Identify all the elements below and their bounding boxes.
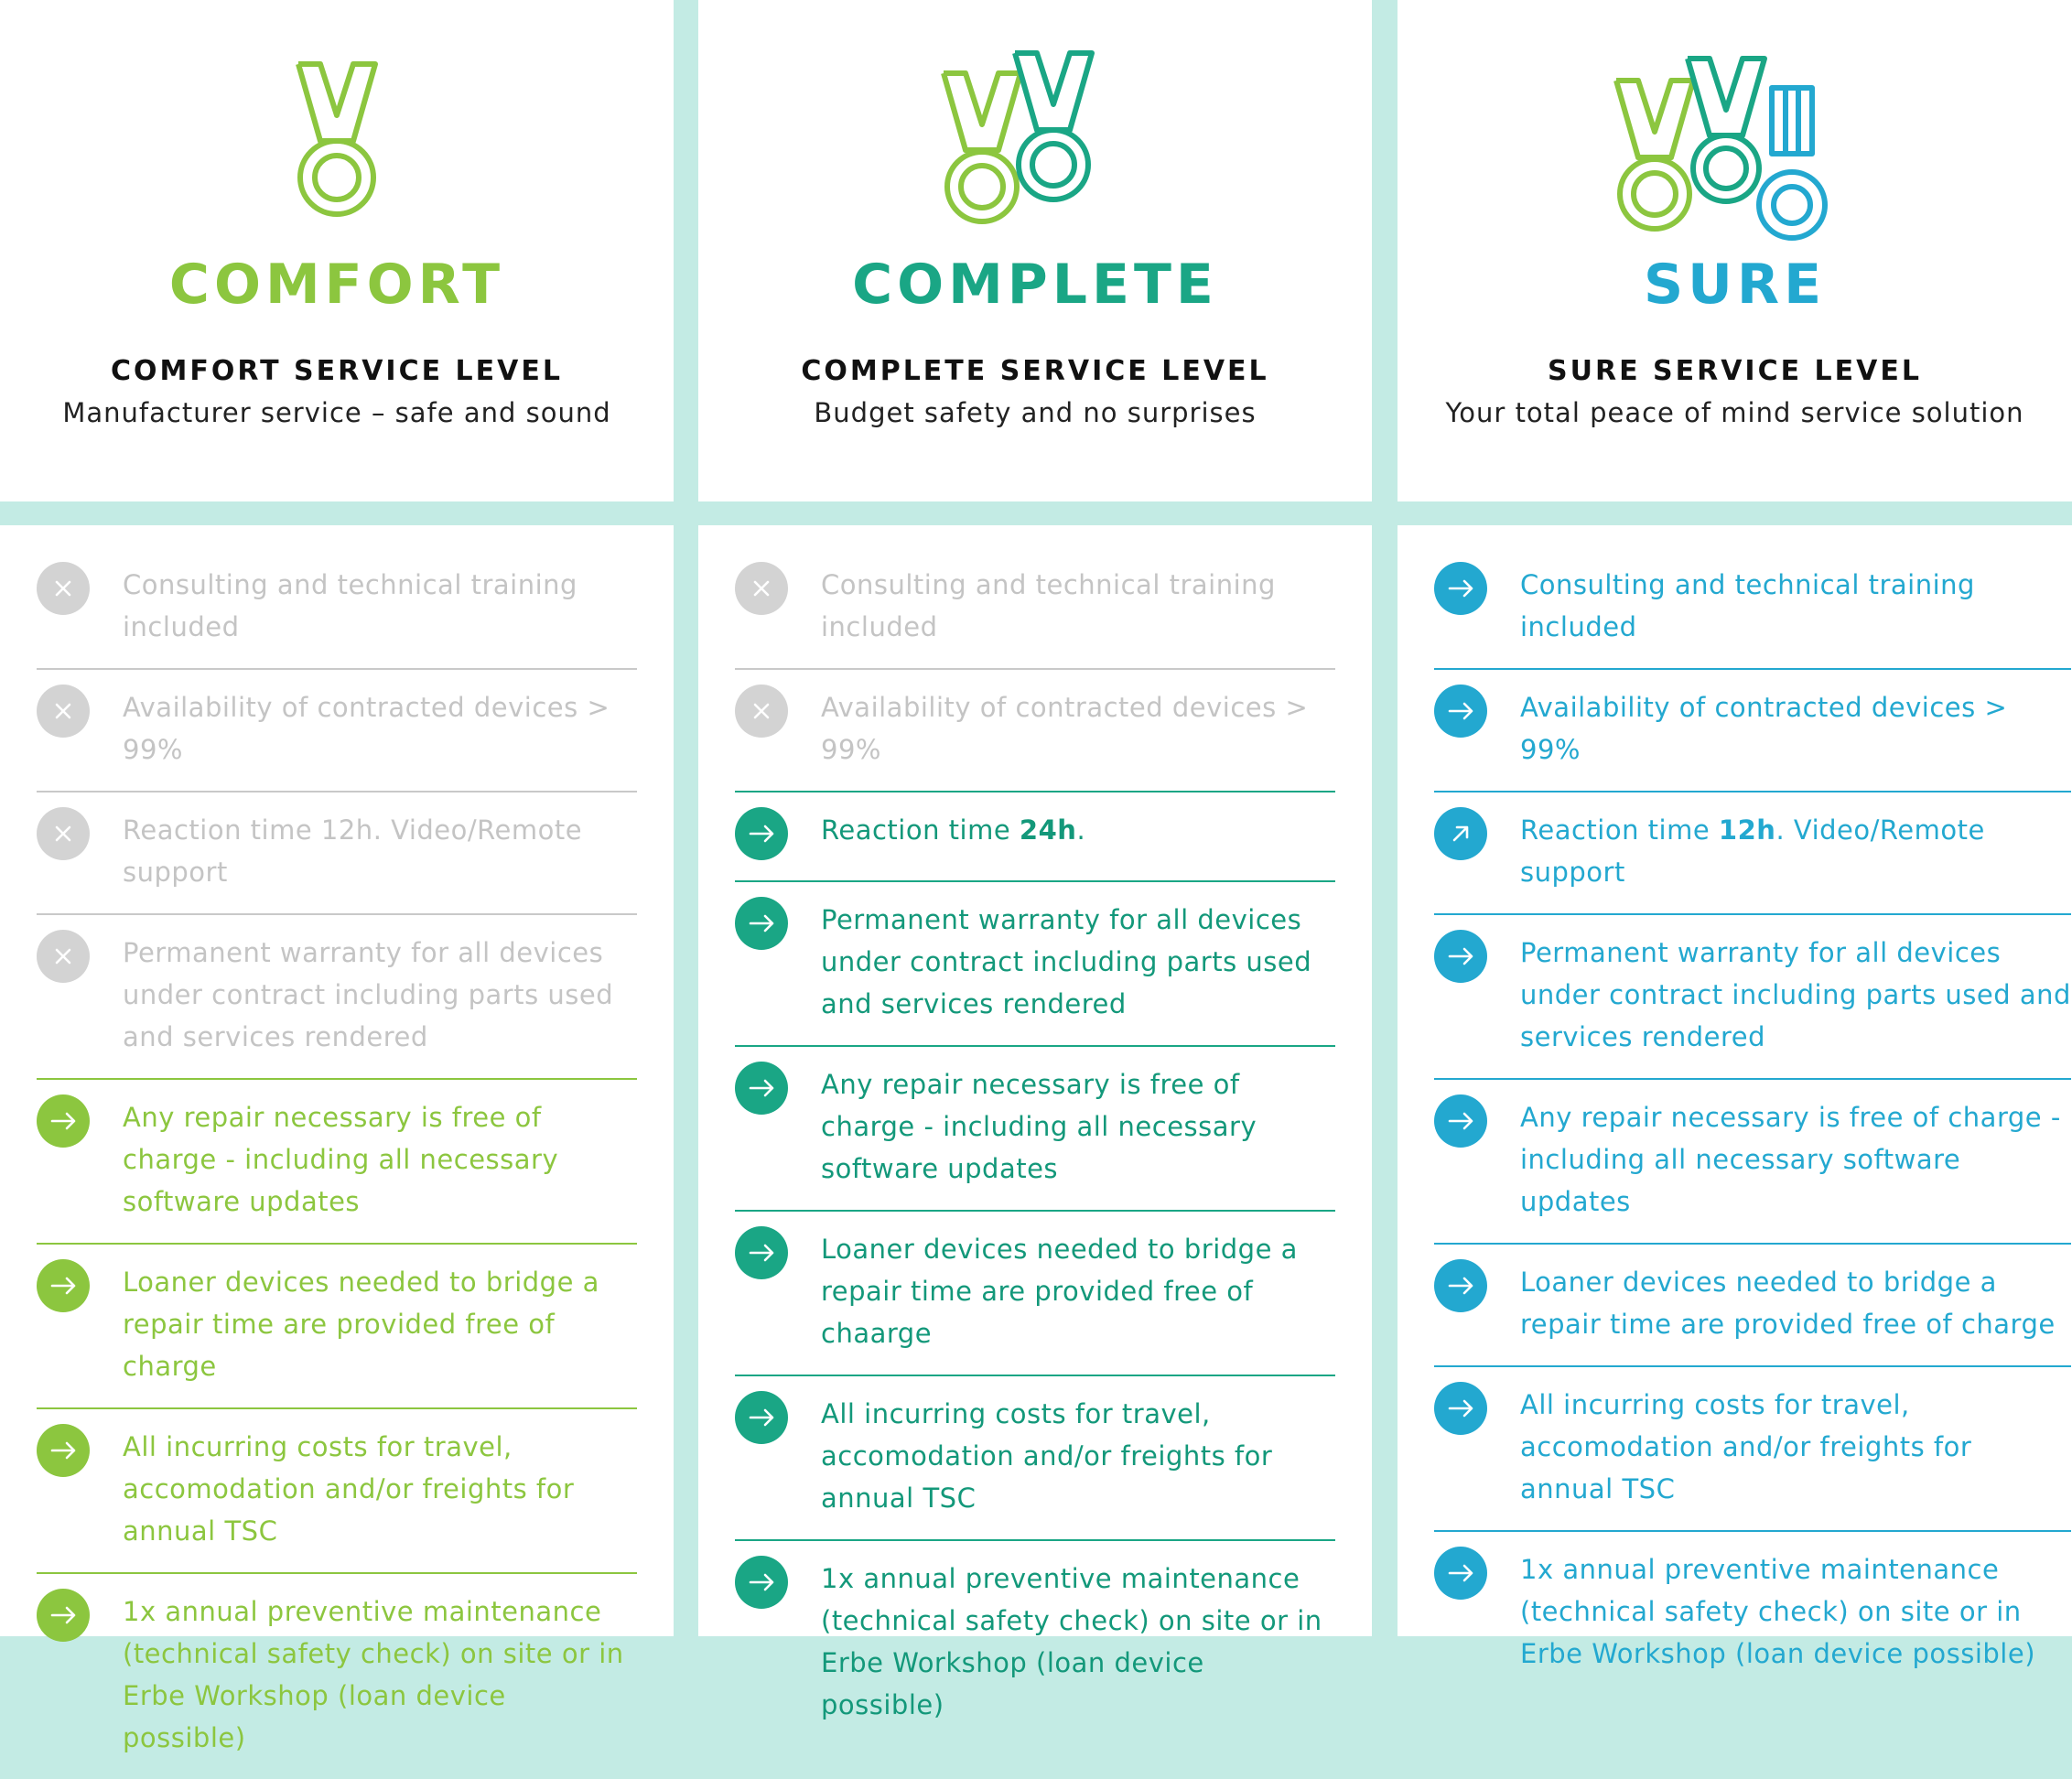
feature-row: [735, 670, 1335, 792]
feature-row: [735, 792, 1335, 882]
feature-row: [1434, 1532, 2071, 1695]
arrow-right-icon: [1434, 562, 1487, 615]
feature-text: Loaner devices needed to bridge a repair time are provided free of chaarge: [821, 1234, 1298, 1349]
feature-row: [37, 670, 637, 792]
feature-text: All incurring costs for travel, accomodation and/or freights for annual TSC: [821, 1398, 1273, 1514]
arrow-right-icon: [735, 1391, 788, 1444]
arrow-right-icon: [1434, 1094, 1487, 1148]
arrow-right-icon: [1434, 930, 1487, 983]
plan-name-comfort: COMFORT: [168, 253, 505, 317]
feature-text-emphasis: 24h: [1019, 814, 1077, 846]
two-medals-icon: [698, 46, 1372, 229]
level-subtitle-sure: Your total peace of mind service solution: [1445, 397, 2024, 428]
sure-feature-list: [1434, 562, 2071, 1695]
feature-text: Consulting and technical training included: [821, 569, 1276, 642]
feature-text: All incurring costs for travel, accomodation and/or freights for annual TSC: [123, 1431, 575, 1547]
feature-row: [37, 1080, 637, 1245]
single-medal-icon: [0, 46, 674, 229]
complete-header: [698, 0, 1372, 501]
feature-text: [1520, 809, 2071, 893]
feature-text: All incurring costs for travel, accomodation and/or freights for annual TSC: [1520, 1389, 1972, 1504]
feature-row: [1434, 1367, 2071, 1532]
complete-feature-list: [735, 562, 1335, 1746]
level-subtitle-complete: Budget safety and no surprises: [814, 397, 1257, 428]
feature-text: 1x annual preventive maintenance (technical safety check) on site or in Erbe Workshop (loan device possible): [821, 1563, 1322, 1720]
feature-row: [735, 1376, 1335, 1541]
feature-text: Consulting and technical training included: [123, 569, 577, 642]
feature-text: Availability of contracted devices > 99%: [821, 692, 1309, 765]
x-icon: [735, 562, 788, 615]
level-title-sure: SURE SERVICE LEVEL: [1548, 355, 1922, 387]
feature-text: Permanent warranty for all devices under contract including parts used and services rendered: [1520, 937, 2071, 1052]
arrow-right-icon: [37, 1424, 90, 1477]
arrow-right-icon: [735, 807, 788, 860]
arrow-right-icon: [1434, 1259, 1487, 1312]
level-title-complete: COMPLETE SERVICE LEVEL: [801, 355, 1269, 387]
plan-name-complete: COMPLETE: [852, 253, 1218, 317]
feature-text: Availability of contracted devices > 99%: [1520, 692, 2008, 765]
feature-row: [37, 792, 637, 915]
feature-row: [37, 915, 637, 1080]
feature-text: Any repair necessary is free of charge - including all necessary software updates: [123, 1102, 559, 1217]
x-icon: [735, 685, 788, 738]
feature-row: [37, 1409, 637, 1574]
feature-row: [37, 1574, 637, 1779]
feature-text: Reaction time 12h. Video/Remote support: [123, 814, 583, 888]
feature-row: [1434, 1245, 2071, 1367]
feature-text: Consulting and technical training included: [1520, 569, 1975, 642]
comfort-features-panel: [0, 525, 674, 1753]
feature-text: Availability of contracted devices > 99%: [123, 692, 610, 765]
arrow-right-icon: [1434, 1547, 1487, 1600]
feature-row: [1434, 915, 2071, 1080]
feature-row: [1434, 670, 2071, 792]
feature-text: Permanent warranty for all devices under contract including parts used and services rendered: [123, 937, 614, 1052]
feature-row: [37, 562, 637, 670]
arrow-right-icon: [735, 1226, 788, 1279]
arrow-up-right-icon: [1434, 807, 1487, 860]
feature-text: Loaner devices needed to bridge a repair time are provided free of charge: [1520, 1267, 2056, 1340]
arrow-right-icon: [37, 1094, 90, 1148]
feature-row: [735, 1047, 1335, 1212]
arrow-right-icon: [1434, 685, 1487, 738]
plan-name-sure: SURE: [1643, 253, 1827, 317]
feature-text: Any repair necessary is free of charge - including all necessary software updates: [821, 1069, 1257, 1184]
feature-row: [735, 1541, 1335, 1746]
feature-text: Loaner devices needed to bridge a repair time are provided free of charge: [123, 1267, 599, 1382]
x-icon: [37, 562, 90, 615]
three-medals-icon: [1398, 46, 2072, 229]
feature-row: [37, 1245, 637, 1409]
x-icon: [37, 685, 90, 738]
feature-row: [735, 562, 1335, 670]
feature-row: [735, 882, 1335, 1047]
feature-text: Permanent warranty for all devices under contract including parts used and services rendered: [821, 904, 1312, 1019]
feature-text-before: Reaction time: [1520, 814, 1719, 846]
level-title-comfort: COMFORT SERVICE LEVEL: [110, 355, 563, 387]
comfort-header: [0, 0, 674, 501]
arrow-right-icon: [37, 1589, 90, 1642]
feature-text: 1x annual preventive maintenance (technical safety check) on site or in Erbe Workshop (loan device possible): [1520, 1554, 2036, 1669]
feature-text: 1x annual preventive maintenance (technical safety check) on site or in Erbe Workshop (loan device possible): [123, 1596, 624, 1753]
arrow-right-icon: [735, 1062, 788, 1115]
arrow-right-icon: [735, 1556, 788, 1609]
feature-text-emphasis: 12h: [1718, 814, 1776, 846]
level-subtitle-comfort: Manufacturer service – safe and sound: [62, 397, 611, 428]
feature-text: Any repair necessary is free of charge - including all necessary software updates: [1520, 1102, 2061, 1217]
complete-features-panel: [698, 525, 1372, 1720]
x-icon: [37, 807, 90, 860]
sure-features-panel: [1398, 525, 2072, 1669]
feature-text-after: .: [1076, 814, 1086, 846]
feature-text: [821, 809, 1085, 851]
x-icon: [37, 930, 90, 983]
comfort-feature-list: [37, 562, 637, 1779]
feature-row: [735, 1212, 1335, 1376]
feature-text-before: Reaction time: [821, 814, 1020, 846]
arrow-right-icon: [37, 1259, 90, 1312]
sure-header: [1398, 0, 2072, 501]
feature-text-after: . Video/Remote support: [1520, 814, 1985, 888]
feature-row: [1434, 562, 2071, 670]
feature-row: [1434, 792, 2071, 915]
arrow-right-icon: [735, 897, 788, 950]
feature-row: [1434, 1080, 2071, 1245]
arrow-right-icon: [1434, 1382, 1487, 1435]
